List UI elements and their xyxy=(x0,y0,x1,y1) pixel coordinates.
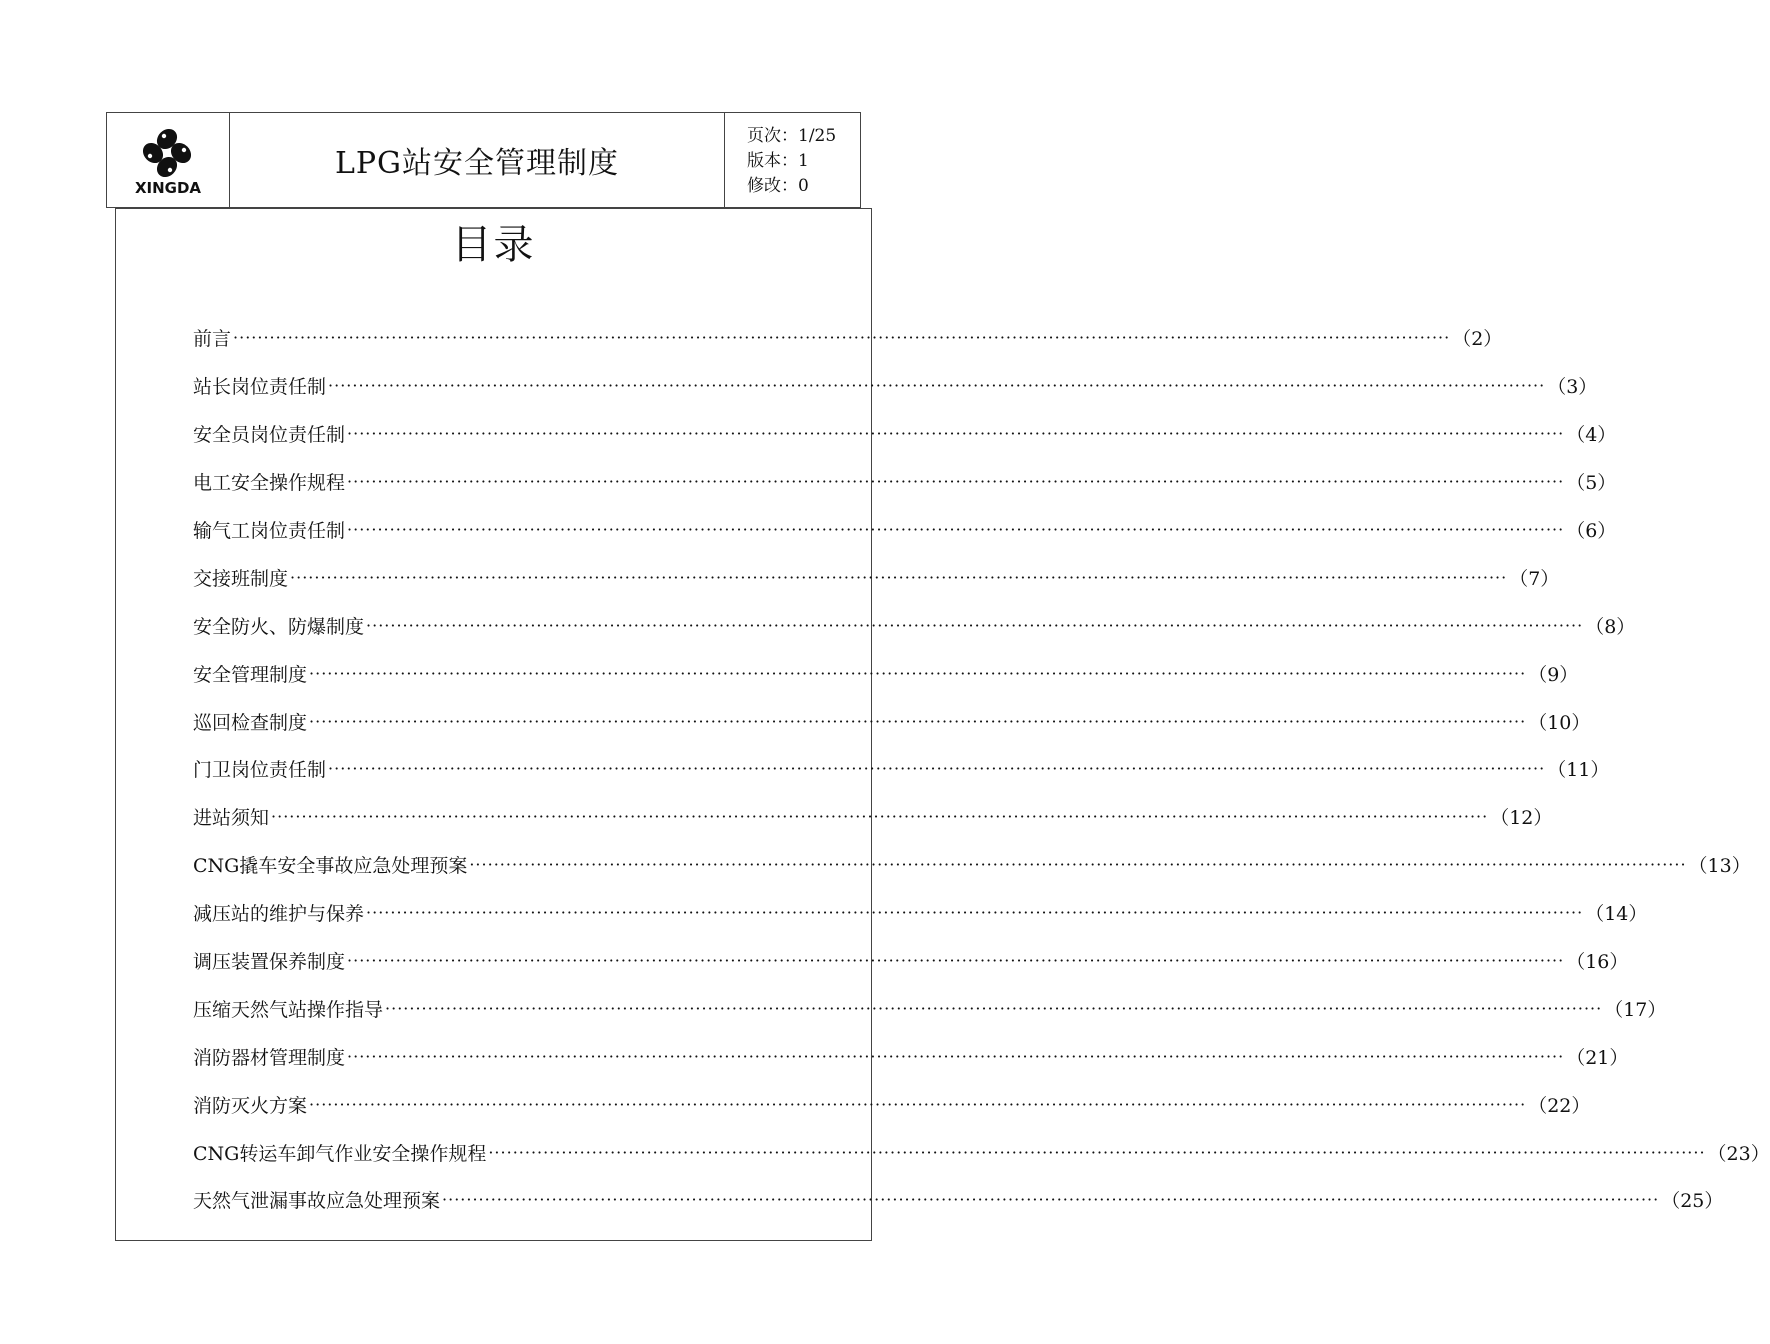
toc-list xyxy=(193,314,1770,1224)
toc-item-page: （22） xyxy=(1528,1094,1591,1117)
toc-leader-dots: ········································································································································································································ xyxy=(328,759,1546,779)
toc-leader-dots: ········································································································································································································ xyxy=(488,1142,1706,1162)
toc-leader-dots: ········································································································································································································ xyxy=(309,1094,1527,1114)
toc-frame xyxy=(115,208,1770,1241)
page-label: 页次：1/25 xyxy=(747,126,837,146)
toc-item-label: 安全防火、防爆制度 xyxy=(193,615,365,638)
toc-item-label: 安全员岗位责任制 xyxy=(193,424,346,447)
toc-item-label: 消防器材管理制度 xyxy=(193,1046,346,1069)
toc-item-page: （12） xyxy=(1490,807,1553,830)
toc-leader-dots: ········································································································································································································ xyxy=(347,424,1565,444)
toc-item-page: （3） xyxy=(1547,376,1598,399)
toc-item-page: （25） xyxy=(1661,1190,1724,1213)
logo-text: XINGDA xyxy=(134,179,202,197)
toc-item-page: （4） xyxy=(1566,424,1617,447)
toc-heading: 目录 xyxy=(451,222,536,268)
toc-item-label: 电工安全操作规程 xyxy=(193,472,346,495)
toc-item[interactable] xyxy=(193,553,1560,601)
toc-item-label: 消防灭火方案 xyxy=(193,1094,308,1117)
toc-item[interactable] xyxy=(193,362,1598,410)
document-header xyxy=(106,112,861,208)
title-cell xyxy=(230,113,725,207)
toc-item-page: （23） xyxy=(1707,1142,1770,1165)
toc-item[interactable] xyxy=(193,410,1617,458)
toc-item-page: （14） xyxy=(1585,903,1648,926)
toc-item-label: 天然气泄漏事故应急处理预案 xyxy=(193,1190,441,1213)
toc-item[interactable] xyxy=(193,793,1553,841)
toc-item-page: （17） xyxy=(1604,998,1667,1021)
toc-item-page: （8） xyxy=(1585,615,1636,638)
toc-leader-dots: ········································································································································································································ xyxy=(347,472,1565,492)
toc-item-label: 输气工岗位责任制 xyxy=(193,520,346,542)
toc-item[interactable] xyxy=(193,745,1610,793)
toc-leader-dots: ········································································································································································································ xyxy=(366,615,1584,635)
toc-item-label: 减压站的维护与保养 xyxy=(193,903,365,926)
toc-item-label: 压缩天然气站操作指导 xyxy=(193,998,384,1021)
toc-item-page: （10） xyxy=(1528,711,1591,734)
toc-item[interactable] xyxy=(193,458,1617,506)
toc-item-label: 门卫岗位责任制 xyxy=(193,759,327,782)
toc-leader-dots: ········································································································································································································ xyxy=(233,328,1451,348)
toc-leader-dots: ········································································································································································································ xyxy=(271,807,1489,827)
toc-item-page: （7） xyxy=(1509,567,1560,590)
revision-label: 修改：0 xyxy=(747,176,809,196)
toc-item-label: 前言 xyxy=(193,328,232,351)
toc-item[interactable] xyxy=(193,1128,1770,1176)
toc-item-page: （9） xyxy=(1528,663,1579,686)
document-title: LPG站安全管理制度 xyxy=(334,146,620,181)
toc-item-label: 调压装置保养制度 xyxy=(193,951,346,974)
toc-item[interactable] xyxy=(193,506,1617,554)
version-label: 版本：1 xyxy=(747,151,809,171)
toc-item-page: （11） xyxy=(1547,759,1610,782)
toc-item-label: CNG撬车安全事故应急处理预案 xyxy=(193,855,468,878)
toc-item[interactable] xyxy=(193,601,1636,649)
meta-cell xyxy=(725,113,860,207)
toc-item[interactable] xyxy=(193,1032,1629,1080)
toc-item-page: （6） xyxy=(1566,520,1617,542)
toc-item-label: 进站须知 xyxy=(193,807,270,830)
toc-leader-dots: ········································································································································································································ xyxy=(290,567,1508,587)
toc-item-page: （5） xyxy=(1566,472,1617,495)
toc-item[interactable] xyxy=(193,1080,1591,1128)
toc-item-page: （21） xyxy=(1566,1046,1629,1069)
toc-item[interactable] xyxy=(193,1176,1724,1224)
toc-leader-dots: ········································································································································································································ xyxy=(328,376,1546,396)
toc-item-label: CNG转运车卸气作业安全操作规程 xyxy=(193,1142,487,1165)
toc-item[interactable] xyxy=(193,984,1667,1032)
toc-leader-dots: ········································································································································································································ xyxy=(347,951,1565,971)
toc-item[interactable] xyxy=(193,889,1648,937)
toc-item-label: 巡回检查制度 xyxy=(193,711,308,734)
toc-item-page: （13） xyxy=(1688,855,1751,878)
toc-item[interactable] xyxy=(193,314,1503,362)
toc-item[interactable] xyxy=(193,841,1751,889)
toc-item[interactable] xyxy=(193,937,1629,985)
toc-leader-dots: ········································································································································································································ xyxy=(347,1046,1565,1066)
toc-item-label: 交接班制度 xyxy=(193,567,289,590)
toc-leader-dots: ········································································································································································································ xyxy=(309,663,1527,683)
toc-item-page: （16） xyxy=(1566,951,1629,974)
toc-item-label: 安全管理制度 xyxy=(193,663,308,686)
toc-leader-dots: ········································································································································································································ xyxy=(309,711,1527,731)
logo-cell xyxy=(107,113,230,207)
toc-item[interactable] xyxy=(193,697,1591,745)
xingda-logo-icon xyxy=(137,127,197,179)
toc-item-page: （2） xyxy=(1452,328,1503,351)
toc-item[interactable] xyxy=(193,649,1579,697)
toc-item-label: 站长岗位责任制 xyxy=(193,376,327,399)
toc-leader-dots: ········································································································································································································ xyxy=(366,903,1584,923)
toc-leader-dots: ········································································································································································································ xyxy=(442,1190,1660,1210)
toc-leader-dots: ········································································································································································································ xyxy=(469,855,1687,875)
toc-leader-dots: ········································································································································································································ xyxy=(385,998,1603,1018)
toc-leader-dots: ········································································································································································································ xyxy=(347,520,1565,539)
